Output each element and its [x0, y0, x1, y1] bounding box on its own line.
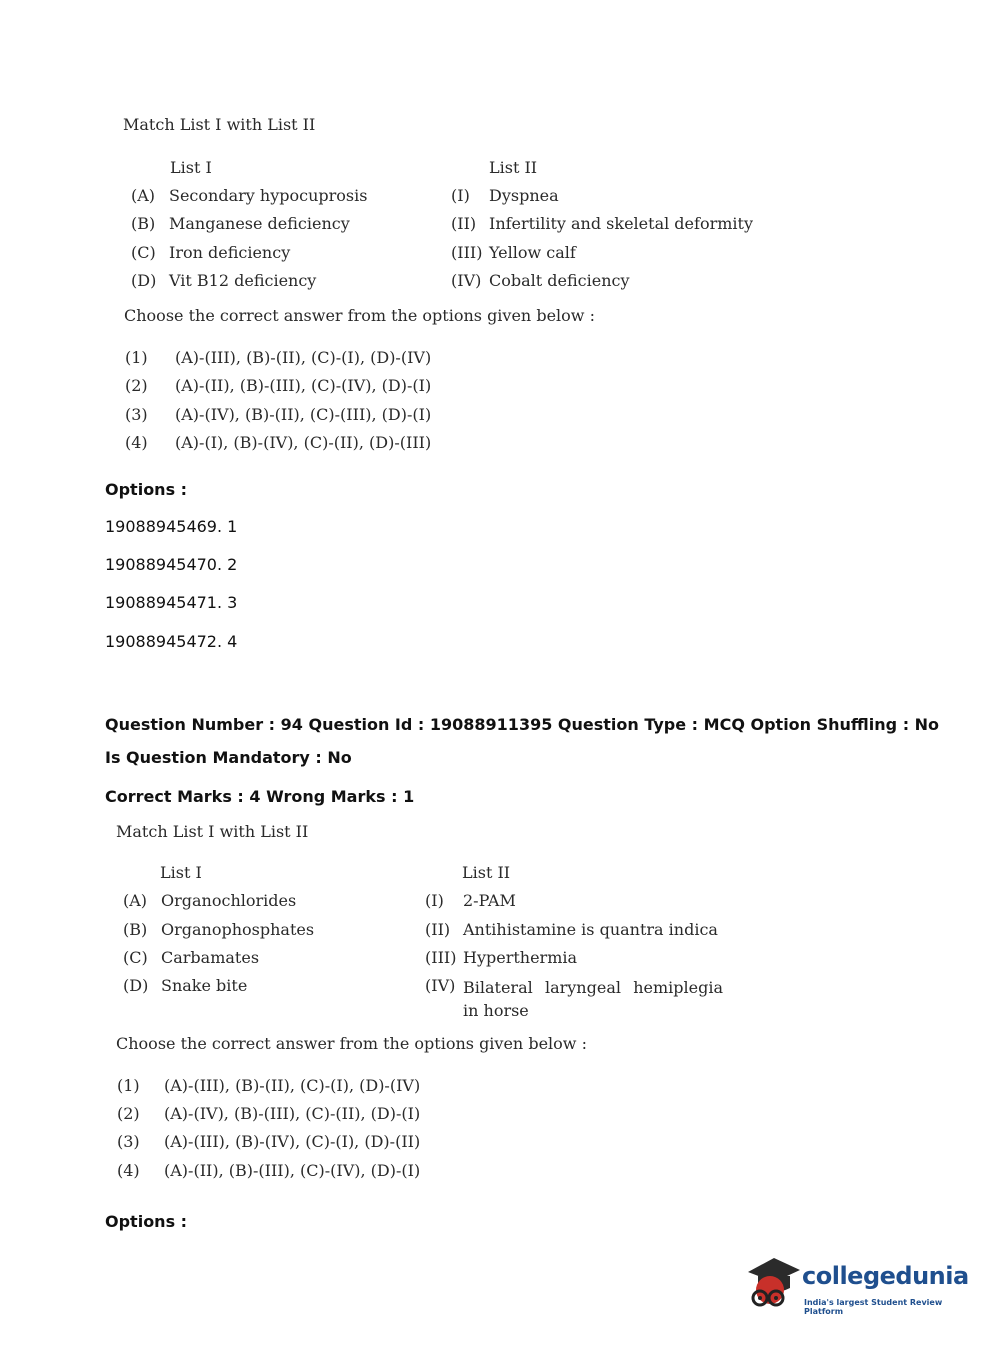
item-label: (C) [131, 243, 156, 262]
answer-num: (2) [117, 1104, 140, 1123]
q94-answer [117, 1104, 420, 1123]
answer-text: (A)-(III), (B)-(IV), (C)-(I), (D)-(II) [164, 1132, 421, 1151]
q94-list1-item [123, 891, 296, 910]
answer-num: (1) [125, 348, 148, 367]
answer-num: (4) [117, 1161, 140, 1180]
q94-choose-instruction: Choose the correct answer from the options given below : [116, 1034, 587, 1053]
item-text: Yellow calf [489, 243, 576, 262]
q94-heading: Match List I with List II [116, 822, 309, 841]
answer-num: (1) [117, 1076, 140, 1095]
q93-answer [125, 348, 431, 367]
q93-list1-title: List I [170, 158, 212, 177]
q94-list2-title: List II [462, 863, 511, 882]
item-label: (B) [131, 214, 156, 233]
q93-list1-item [131, 214, 350, 233]
q93-list2-item [451, 214, 753, 233]
q93-option-id: 19088945472. 4 [105, 632, 238, 651]
item-label: (IV) [425, 976, 456, 995]
item-label: (A) [131, 186, 156, 205]
q93-option-id: 19088945469. 1 [105, 517, 238, 536]
q94-list2-item [425, 920, 718, 939]
item-text: Organochlorides [161, 891, 297, 910]
item-text: Vit B12 deficiency [169, 271, 317, 290]
q94-answer [117, 1161, 420, 1180]
item-text: Organophosphates [161, 920, 315, 939]
item-label: (B) [123, 920, 148, 939]
item-text: Bilateral laryngeal hemiplegia in horse [463, 978, 723, 1020]
item-label: (III) [451, 243, 483, 262]
logo-tagline: India's largest Student Review Platform [804, 1298, 943, 1316]
item-label: (I) [451, 186, 470, 205]
q93-list1-item [131, 243, 290, 262]
item-text: Snake bite [161, 976, 248, 995]
q93-option-id: 19088945470. 2 [105, 555, 238, 574]
item-label: (I) [425, 891, 444, 910]
answer-text: (A)-(IV), (B)-(III), (C)-(II), (D)-(I) [164, 1104, 421, 1123]
q94-answer [117, 1132, 420, 1151]
answer-num: (3) [125, 405, 148, 424]
item-label: (III) [425, 948, 457, 967]
q93-options-label: Options : [105, 480, 188, 499]
item-text: Manganese deficiency [169, 214, 350, 233]
item-label: (A) [123, 891, 148, 910]
q93-list1-item [131, 186, 367, 205]
answer-num: (3) [117, 1132, 140, 1151]
item-label: (IV) [451, 271, 482, 290]
q94-list1-item [123, 920, 314, 939]
q94-list2-item [425, 891, 516, 910]
q93-list2-item [451, 271, 630, 290]
item-label: (D) [131, 271, 157, 290]
item-text: Dyspnea [489, 186, 559, 205]
q94-list1-item [123, 948, 259, 967]
q94-answer [117, 1076, 420, 1095]
q94-mandatory-line: Is Question Mandatory : No [105, 748, 352, 767]
q93-list1-item [131, 271, 316, 290]
item-text: Infertility and skeletal deformity [489, 214, 753, 233]
q93-list2-title: List II [489, 158, 538, 177]
q93-answer [125, 405, 431, 424]
item-text: Cobalt deficiency [489, 271, 630, 290]
q94-meta-line: Question Number : 94 Question Id : 19088911395 Question Type : MCQ Option Shuffling : No [105, 715, 940, 734]
mascot-icon [740, 1250, 802, 1314]
answer-text: (A)-(IV), (B)-(II), (C)-(III), (D)-(I) [175, 405, 432, 424]
answer-text: (A)-(III), (B)-(II), (C)-(I), (D)-(IV) [164, 1076, 421, 1095]
q94-list2-item [425, 976, 723, 1022]
q93-option-id: 19088945471. 3 [105, 593, 238, 612]
item-label: (C) [123, 948, 148, 967]
q93-list2-item [451, 243, 576, 262]
item-text: Iron deficiency [169, 243, 291, 262]
answer-num: (2) [125, 376, 148, 395]
item-text: Carbamates [161, 948, 260, 967]
q94-list2-item [425, 948, 577, 967]
item-text: Hyperthermia [463, 948, 578, 967]
item-label: (D) [123, 976, 149, 995]
answer-text: (A)-(III), (B)-(II), (C)-(I), (D)-(IV) [175, 348, 432, 367]
q93-answer [125, 376, 431, 395]
q93-answer [125, 433, 431, 452]
collegedunia-logo[interactable] [740, 1250, 980, 1325]
q94-options-label: Options : [105, 1212, 188, 1231]
q93-heading: Match List I with List II [123, 115, 316, 134]
q94-marks-line: Correct Marks : 4 Wrong Marks : 1 [105, 787, 415, 806]
item-text: Antihistamine is quantra indica [463, 920, 718, 939]
answer-text: (A)-(II), (B)-(III), (C)-(IV), (D)-(I) [164, 1161, 421, 1180]
answer-text: (A)-(II), (B)-(III), (C)-(IV), (D)-(I) [175, 376, 432, 395]
answer-num: (4) [125, 433, 148, 452]
item-label: (II) [425, 920, 451, 939]
item-text: Secondary hypocuprosis [169, 186, 368, 205]
q93-list2-item [451, 186, 559, 205]
answer-text: (A)-(I), (B)-(IV), (C)-(II), (D)-(III) [175, 433, 432, 452]
item-label: (II) [451, 214, 477, 233]
q93-choose-instruction: Choose the correct answer from the options given below : [124, 306, 595, 325]
item-text: 2-PAM [463, 891, 516, 910]
logo-wordmark: collegedunia [802, 1262, 969, 1290]
q94-list1-title: List I [160, 863, 202, 882]
q94-list1-item [123, 976, 247, 995]
